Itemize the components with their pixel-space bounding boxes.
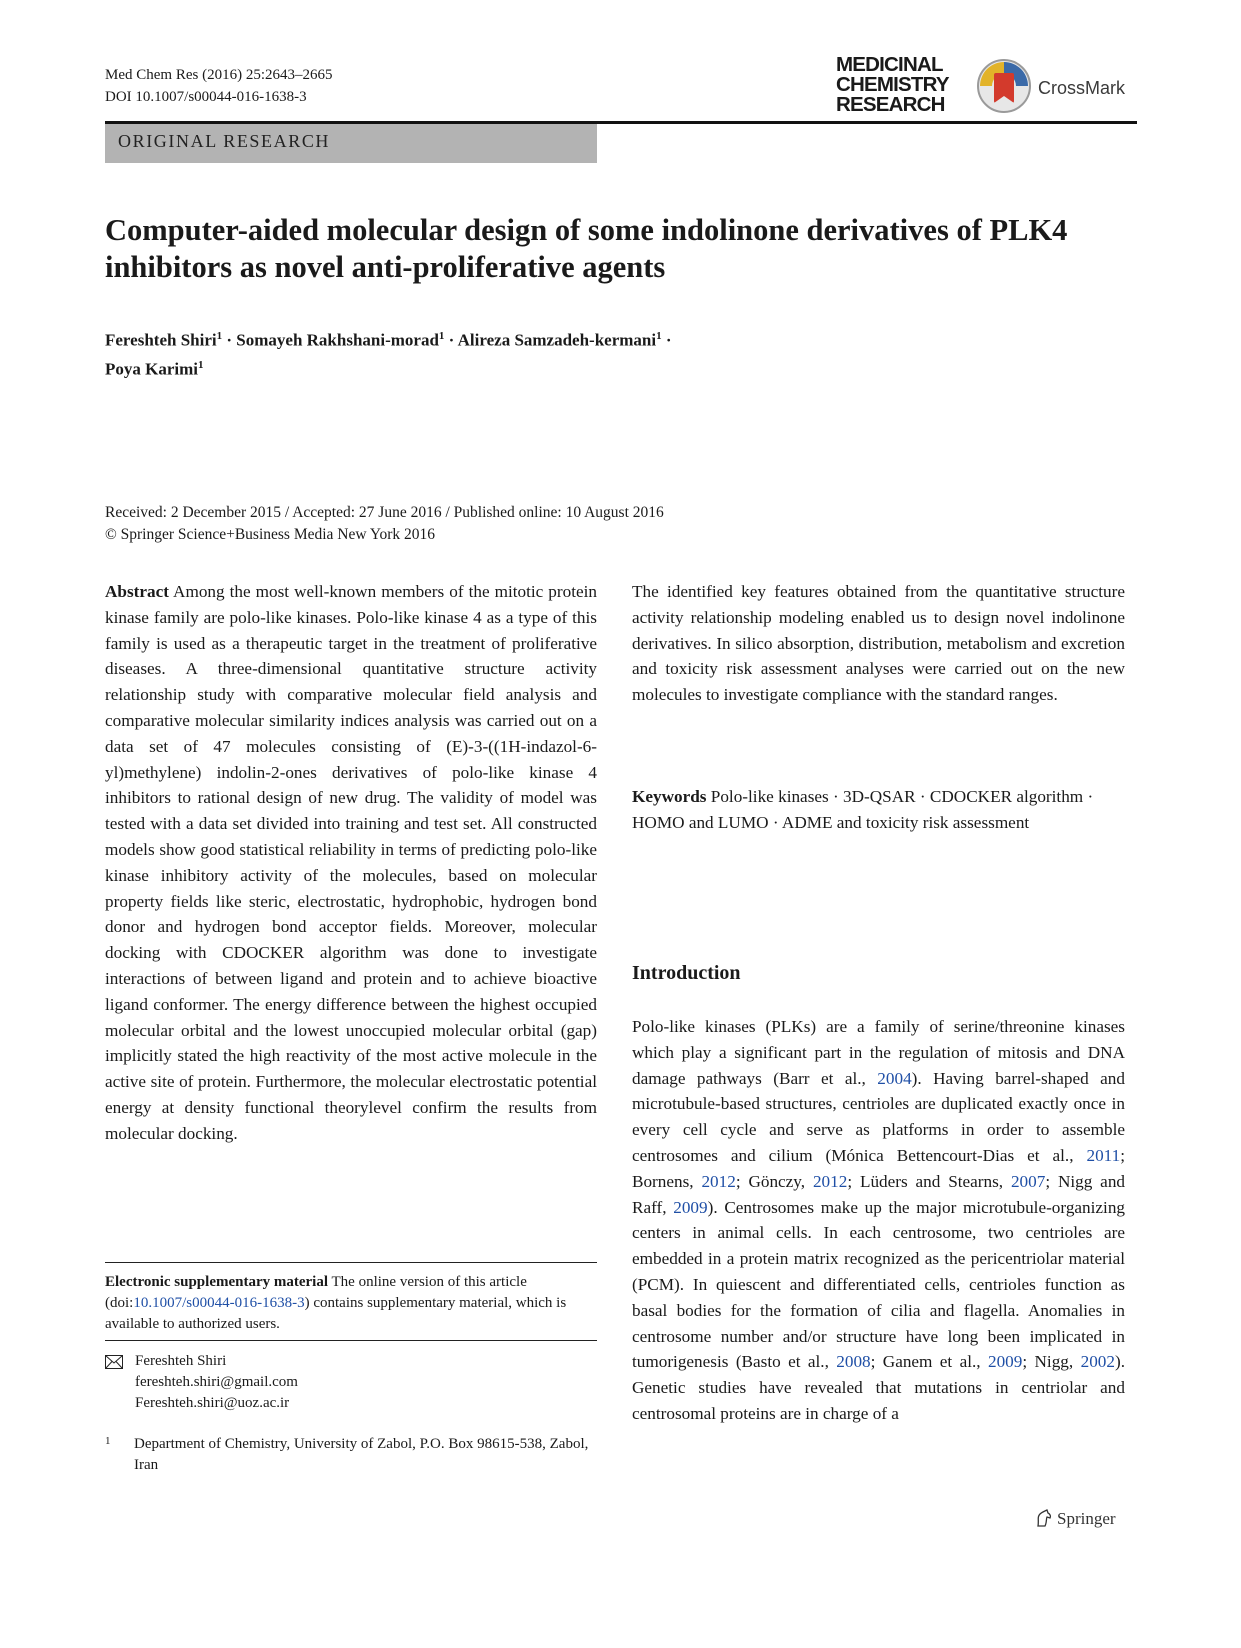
footnote-divider — [105, 1262, 597, 1263]
abstract-text: Among the most well-known members of the mitotic protein kinase family are polo-like kinases. Polo-like kinase 4 as a type of this family is used as a therapeutic target in the treatment of proliferative diseases. A three-dimensional quantitative structure activity relationship study with comparative molecular field analysis and comparative molecular similarity indices analysis was carried out on a data set of 47 molecules consisting of (E)-3-((1H-indazol-6-yl)methylene) indolin-2-ones derivatives of polo-like kinase 4 inhibitors to rational design of new drug. The validity of model was tested with a data set divided into training and test set. All constructed models show good statistical reliability in terms of predicting polo-like kinase inhibitory activity of the molecules, based on molecular property fields like steric, electrostatic, hydrophobic, hydrogen bond donor and hydrogen bond acceptor fields. Moreover, molecular docking with CDOCKER algorithm was done to investigate interactions of between ligand and protein and to achieve bioactive ligand conformer. The energy difference between the highest occupied molecular orbital and the lowest unoccupied molecular orbital (gap) implicitly stated the high reactivity of the most active molecule in the active site of protein. Furthermore, the molecular electrostatic potential energy at density functional theorylevel confirm the results from molecular docking. — [105, 582, 597, 1143]
introduction-heading: Introduction — [632, 962, 741, 984]
journal-logo — [836, 55, 966, 115]
author-affiliation-mark: 1 — [438, 330, 445, 342]
citation-link[interactable]: 2011 — [1086, 1145, 1121, 1165]
springer-horse-icon — [1034, 1508, 1054, 1528]
corresponding-name: Fereshteh Shiri — [135, 1353, 227, 1369]
journal-citation: Med Chem Res (2016) 25:2643–2665 — [105, 67, 333, 83]
introduction-text-segment: ). Centrosomes make up the major microtubule-organizing centers in animal cells. In each centrosome, two centrioles are embedded in a protein matrix recognized as the pericentriolar material (PCM). In quiescent and differentiated cells, centrioles function as basal bodies for the formation of cilia and flagella. Anomalies in centrosome number and/or structure have long been implicated in tumorigenesis (Basto et al., — [632, 1197, 1126, 1372]
esm-doi-link[interactable]: 10.1007/s00044-016-1638-3 — [133, 1295, 305, 1311]
keywords-section — [632, 784, 1125, 836]
affiliation-number: 1 — [105, 1435, 111, 1447]
supplementary-note — [105, 1272, 597, 1335]
article-doi: DOI 10.1007/s00044-016-1638-3 — [105, 89, 307, 105]
author-list — [105, 324, 1005, 381]
email-link[interactable]: fereshteh.shiri@gmail.com — [135, 1374, 298, 1390]
esm-text: ) contains supplementary material, which is available to authorized users. — [105, 1295, 567, 1332]
author-name[interactable]: Somayeh Rakhshani-morad — [236, 330, 439, 350]
affiliation-text: Department of Chemistry, University of Zabol, P.O. Box 98615-538, Zabol, Iran — [134, 1436, 589, 1473]
journal-logo-line: MEDICINAL — [836, 53, 943, 76]
introduction-text-segment: ). Genetic studies have revealed that mutations in centriolar and centrosomal proteins are in charge of a — [632, 1352, 1125, 1423]
introduction-text-segment: ; Lüders and Stearns, — [847, 1171, 1011, 1191]
introduction-text-segment: Polo-like kinases (PLKs) are a family of serine/threonine kinases which play a significant part in the regulation of mitosis and DNA damage pathways (Barr et al., — [632, 1017, 1125, 1088]
introduction-text-segment: ; Nigg, — [1022, 1352, 1081, 1372]
introduction-text-segment: ; Gönczy, — [735, 1171, 813, 1191]
author-name[interactable]: Poya Karimi — [105, 359, 199, 379]
introduction-text-segment: ; Nigg and Raff, — [632, 1171, 1126, 1217]
publisher-name: Springer — [1057, 1509, 1116, 1528]
citation-link[interactable]: 2012 — [701, 1171, 736, 1191]
history-dates: Received: 2 December 2015 / Accepted: 27 June 2016 / Published online: 10 August 2016 — [105, 504, 664, 521]
keywords-label: Keywords — [632, 787, 707, 806]
citation-link[interactable]: 2009 — [987, 1352, 1023, 1372]
introduction-text-segment: ; Bornens, — [632, 1145, 1125, 1191]
citation-header — [105, 64, 332, 108]
abstract-label: Abstract — [105, 582, 169, 601]
section-label: ORIGINAL RESEARCH — [118, 131, 331, 151]
crossmark-label[interactable]: CrossMark — [1038, 78, 1126, 98]
author-name[interactable]: Fereshteh Shiri — [105, 330, 217, 350]
introduction-text — [632, 1014, 1125, 1427]
citation-link[interactable]: 2004 — [877, 1068, 912, 1088]
publication-dates — [105, 502, 1005, 546]
citation-link[interactable]: 2012 — [812, 1171, 848, 1191]
author-separator: · — [661, 330, 672, 350]
keywords-text: Polo-like kinases · 3D-QSAR · CDOCKER algorithm · HOMO and LUMO · ADME and toxicity risk assessment — [632, 787, 1094, 832]
abstract-section — [105, 579, 597, 1147]
citation-link[interactable]: 2009 — [673, 1197, 708, 1217]
article-title: Computer-aided molecular design of some indolinone derivatives of PLK4 inhibitors as novel anti-proliferative agents — [105, 213, 1068, 284]
footnote-divider — [105, 1340, 597, 1341]
esm-label: Electronic supplementary material — [105, 1274, 329, 1290]
introduction-text-segment: ). Having barrel-shaped and microtubule-based structures, centrioles are duplicated exactly once in every cell cycle and serve as platforms in order to assemble centrosomes and cilium (Mónica Bettencourt-Dias et al., — [632, 1068, 1125, 1165]
citation-link[interactable]: 2002 — [1080, 1352, 1115, 1372]
copyright-line: © Springer Science+Business Media New York 2016 — [105, 526, 436, 543]
author-separator: · — [222, 330, 237, 350]
author-affiliation-mark: 1 — [656, 330, 662, 342]
introduction-text-segment: ; Ganem et al., — [870, 1352, 988, 1372]
author-affiliation-mark: 1 — [216, 330, 223, 342]
publisher-mark — [1034, 1508, 1116, 1529]
citation-link[interactable]: 2007 — [1010, 1171, 1046, 1191]
envelope-icon — [105, 1355, 123, 1369]
author-name[interactable]: Alireza Samzadeh-kermani — [457, 330, 657, 350]
email-link[interactable]: Fereshteh.shiri@uoz.ac.ir — [135, 1395, 290, 1411]
journal-logo-line: RESEARCH — [836, 93, 945, 116]
journal-logo-line: CHEMISTRY — [836, 73, 949, 96]
citation-link[interactable]: 2008 — [836, 1352, 871, 1372]
author-separator: · — [444, 330, 458, 350]
author-affiliation-mark: 1 — [198, 358, 204, 371]
esm-text: The online version of this article (doi: — [105, 1274, 527, 1311]
abstract-continuation: The identified key features obtained from the quantitative structure activity relationship modeling enabled us to design novel indolinone derivatives. In silico absorption, distribution, metabolism and excretion and toxicity risk assessment analyses were carried out on the new molecules to investigate compliance with the standard ranges. — [632, 582, 1125, 705]
